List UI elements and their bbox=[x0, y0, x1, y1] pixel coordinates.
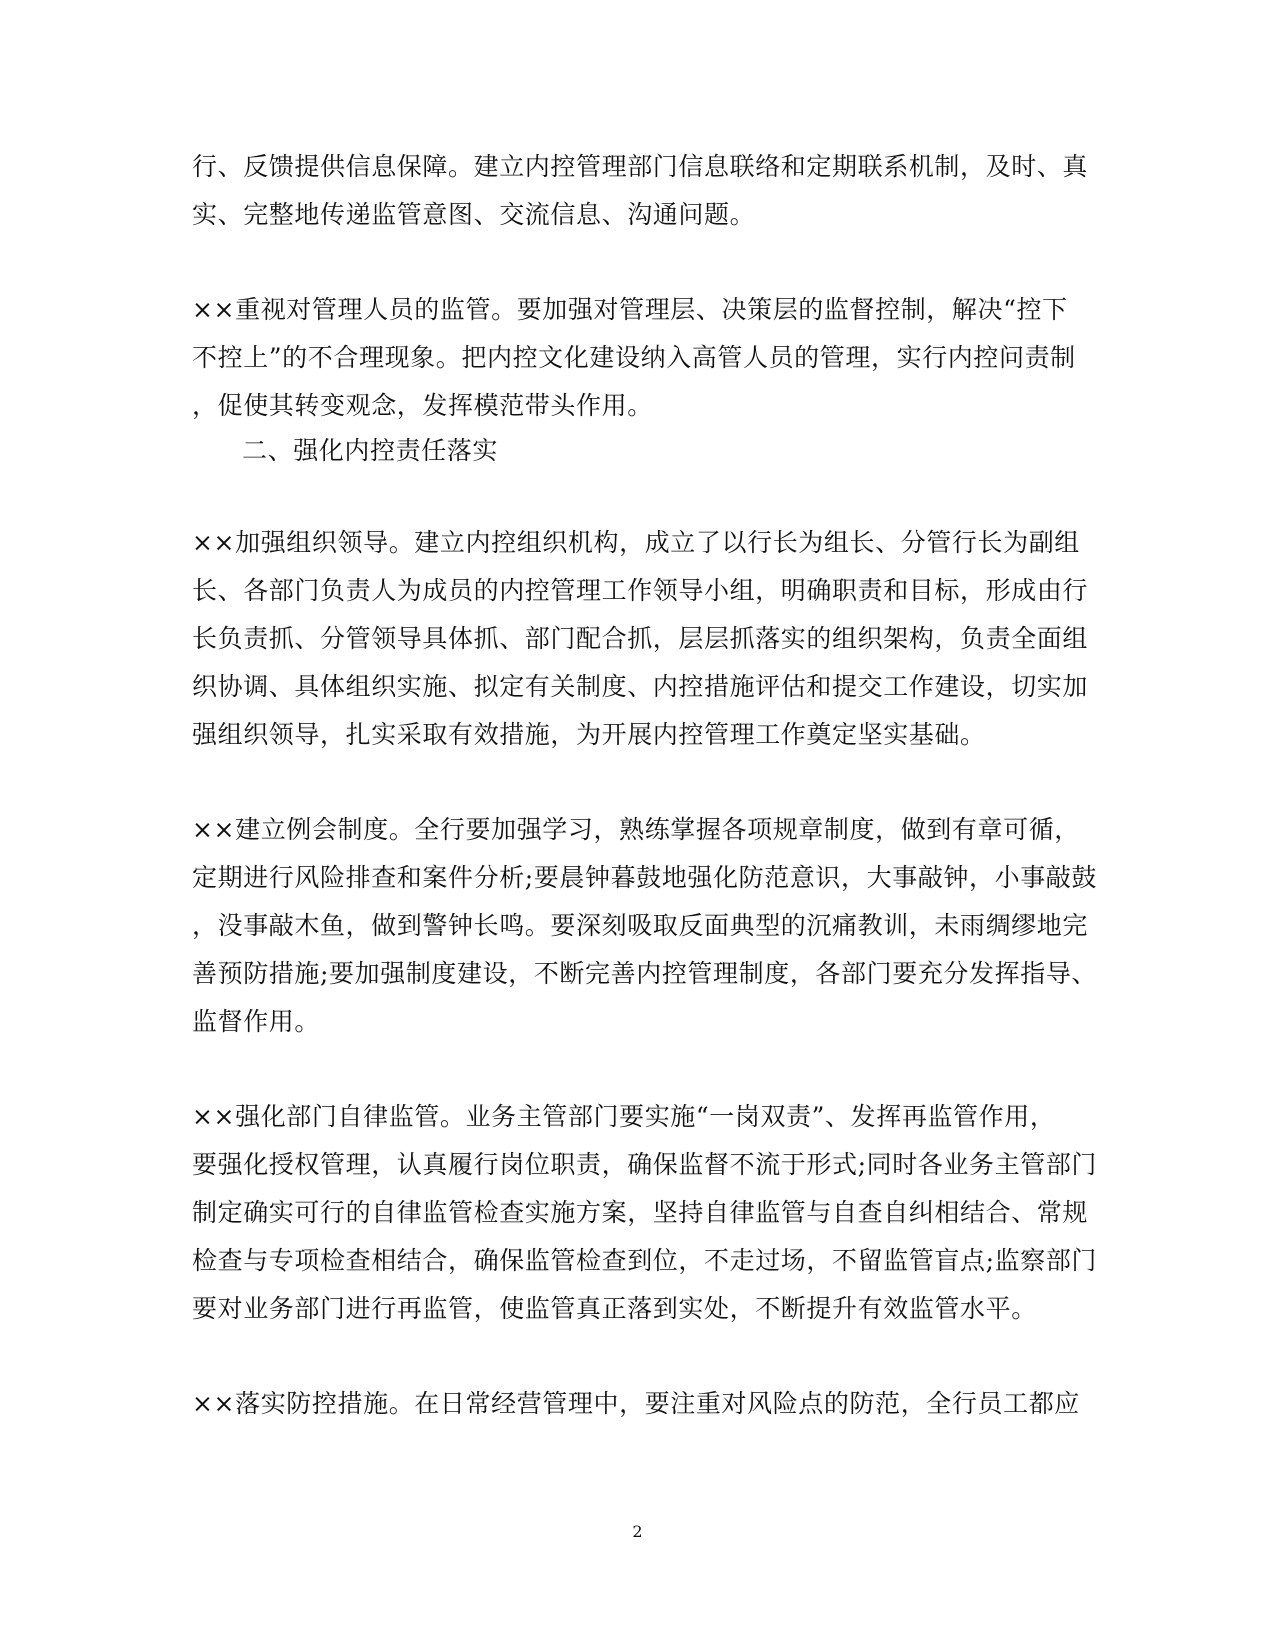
paragraph-line: 不控上”的不合理现象。把内控文化建设纳入高管人员的管理，实行内控问责制 bbox=[192, 343, 1076, 372]
paragraph-line: ××重视对管理人员的监管。要加强对管理层、决策层的监督控制，解决“控下 bbox=[192, 295, 1068, 324]
paragraph-line: 行、反馈提供信息保障。建立内控管理部门信息联络和定期联系机制，及时、真 bbox=[192, 152, 1089, 181]
paragraph-line: 长、各部门负责人为成员的内控管理工作领导小组，明确职责和目标，形成由行 bbox=[192, 576, 1089, 605]
paragraph-line: ××建立例会制度。全行要加强学习，熟练掌握各项规章制度，做到有章可循， bbox=[192, 815, 1080, 844]
paragraph-line: ，没事敲木鱼，做到警钟长鸣。要深刻吸取反面典型的沉痛教训，未雨绸缪地完 bbox=[192, 911, 1089, 940]
paragraph-line: 实、完整地传递监管意图、交流信息、沟通问题。 bbox=[192, 200, 756, 229]
paragraph-line: 善预防措施;要加强制度建设，不断完善内控管理制度，各部门要充分发挥指导、 bbox=[192, 959, 1098, 988]
paragraph-line: 要对业务部门进行再监管，使监管真正落到实处，不断提升有效监管水平。 bbox=[192, 1294, 1037, 1323]
paragraph-line: ××强化部门自律监管。业务主管部门要实施“一岗双责”、发挥再监管作用， bbox=[192, 1102, 1056, 1131]
paragraph-line: 制定确实可行的自律监管检查实施方案，坚持自律监管与自查自纠相结合、常规 bbox=[192, 1198, 1089, 1227]
paragraph-line: 强组织领导，扎实采取有效措施，为开展内控管理工作奠定坚实基础。 bbox=[192, 720, 986, 749]
page-number: 2 bbox=[632, 1522, 643, 1541]
paragraph-line: 织协调、具体组织实施、拟定有关制度、内控措施评估和提交工作建设，切实加 bbox=[192, 672, 1089, 701]
paragraph-line: ××落实防控措施。在日常经营管理中，要注重对风险点的防范，全行员工都应 bbox=[192, 1389, 1080, 1418]
paragraph-line: 要强化授权管理，认真履行岗位职责，确保监督不流于形式;同时各业务主管部门 bbox=[192, 1150, 1098, 1179]
paragraph-line: 定期进行风险排查和案件分析;要晨钟暮鼓地强化防范意识，大事敲钟，小事敲鼓 bbox=[192, 863, 1098, 892]
paragraph-line: 长负责抓、分管领导具体抓、部门配合抓，层层抓落实的组织架构，负责全面组 bbox=[192, 624, 1089, 653]
section-heading: 二、强化内控责任落实 bbox=[242, 436, 499, 465]
paragraph-line: 检查与专项检查相结合，确保监管检查到位，不走过场，不留监管盲点;监察部门 bbox=[192, 1246, 1098, 1275]
paragraph-line: ，促使其转变观念，发挥模范带头作用。 bbox=[192, 391, 653, 420]
paragraph-line: 监督作用。 bbox=[192, 1007, 321, 1036]
paragraph-line: ××加强组织领导。建立内控组织机构，成立了以行长为组长、分管行长为副组 bbox=[192, 528, 1080, 557]
